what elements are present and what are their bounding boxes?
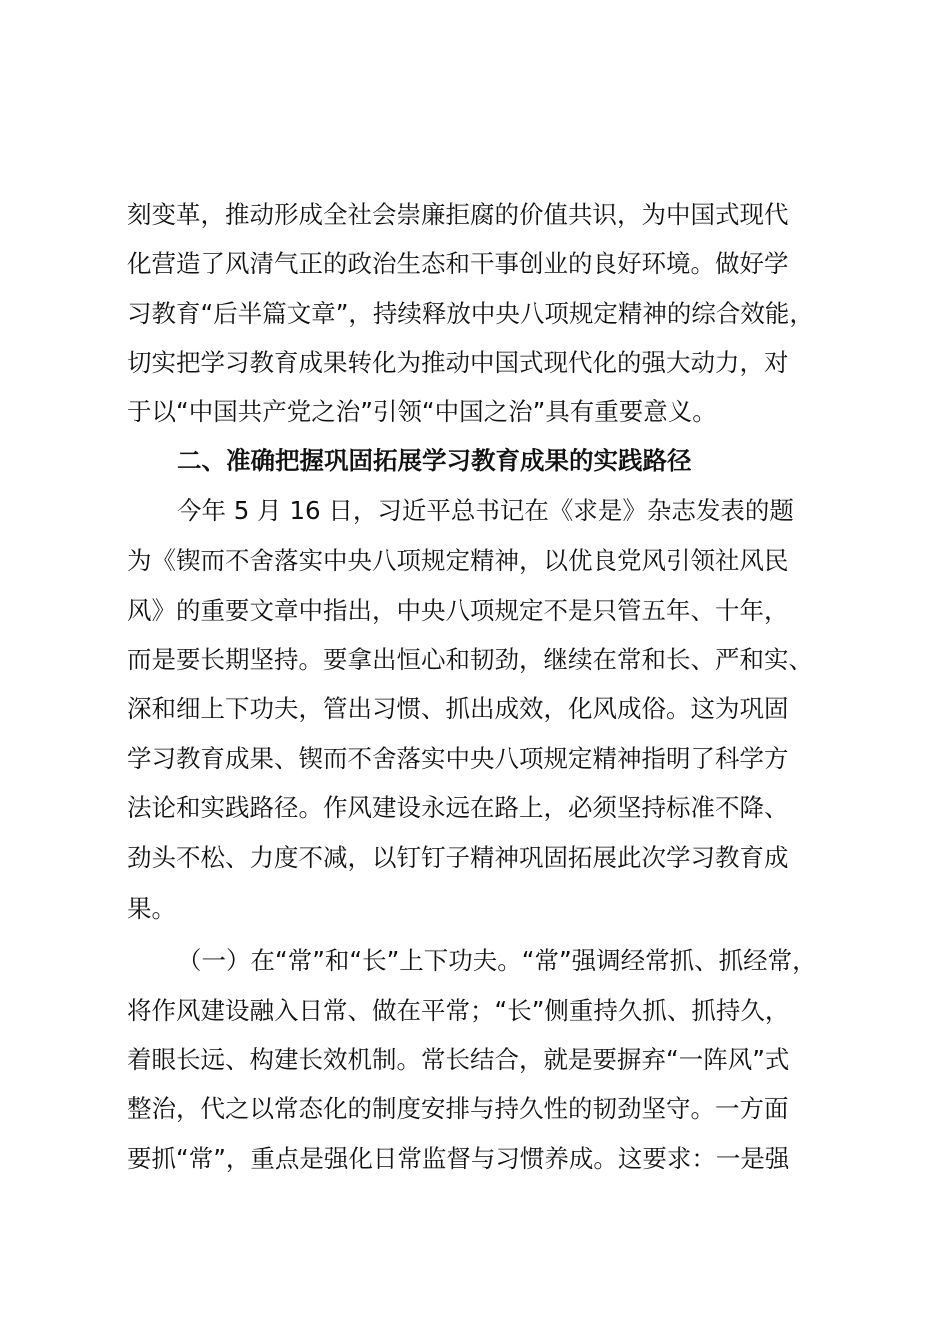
- body-text-line: 将作风建设融入日常、做在平常；“长”侧重持久抓、抓持久，: [127, 996, 790, 1025]
- body-text-line: 为《锲而不舍落实中央八项规定精神，以优良党风引领社风民: [127, 546, 789, 575]
- body-text-line: 要抓“常”，重点是强化日常监督与习惯养成。这要求：一是强: [127, 1144, 790, 1173]
- body-text-line: 果。: [127, 894, 176, 923]
- body-text-line: 于以“中国共产党之治”引领“中国之治”具有重要意义。: [127, 397, 717, 426]
- section-heading: 二、准确把握巩固拓展学习教育成果的实践路径: [177, 446, 692, 475]
- body-text-line: 今年 5 月 16 日，习近平总书记在《求是》杂志发表的题: [177, 496, 794, 525]
- body-text-line: 风》的重要文章中指出，中央八项规定不是只管五年、十年，: [127, 596, 789, 625]
- body-text-line: 化营造了风清气正的政治生态和干事创业的良好环境。做好学: [127, 249, 789, 278]
- body-text-line: 着眼长远、构建长效机制。常长结合，就是要摒弃“一阵风”式: [127, 1045, 790, 1074]
- subsection-text-line: （一）在“常”和“长”上下功夫。“常”强调经常抓、抓经常，: [177, 946, 817, 975]
- body-text-line: 学习教育成果、锲而不舍落实中央八项规定精神指明了科学方: [127, 744, 789, 773]
- body-text-line: 整治，代之以常态化的制度安排与持久性的韧劲坚守。一方面: [127, 1094, 789, 1123]
- body-text-line: 切实把学习教育成果转化为推动中国式现代化的强大动力，对: [127, 348, 789, 377]
- body-text-line: 深和细上下功夫，管出习惯、抓出成效，化风成俗。这为巩固: [127, 694, 789, 723]
- body-text-line: 习教育“后半篇文章”，持续释放中央八项规定精神的综合效能，: [127, 299, 814, 328]
- body-text-line: 劲头不松、力度不减，以钉钉子精神巩固拓展此次学习教育成: [127, 843, 789, 872]
- body-text-line: 法论和实践路径。作风建设永远在路上，必须坚持标准不降、: [127, 793, 789, 822]
- body-text-line: 而是要长期坚持。要拿出恒心和韧劲，继续在常和长、严和实、: [127, 645, 813, 674]
- body-text-line: 刻变革，推动形成全社会崇廉拒腐的价值共识，为中国式现代: [127, 200, 789, 229]
